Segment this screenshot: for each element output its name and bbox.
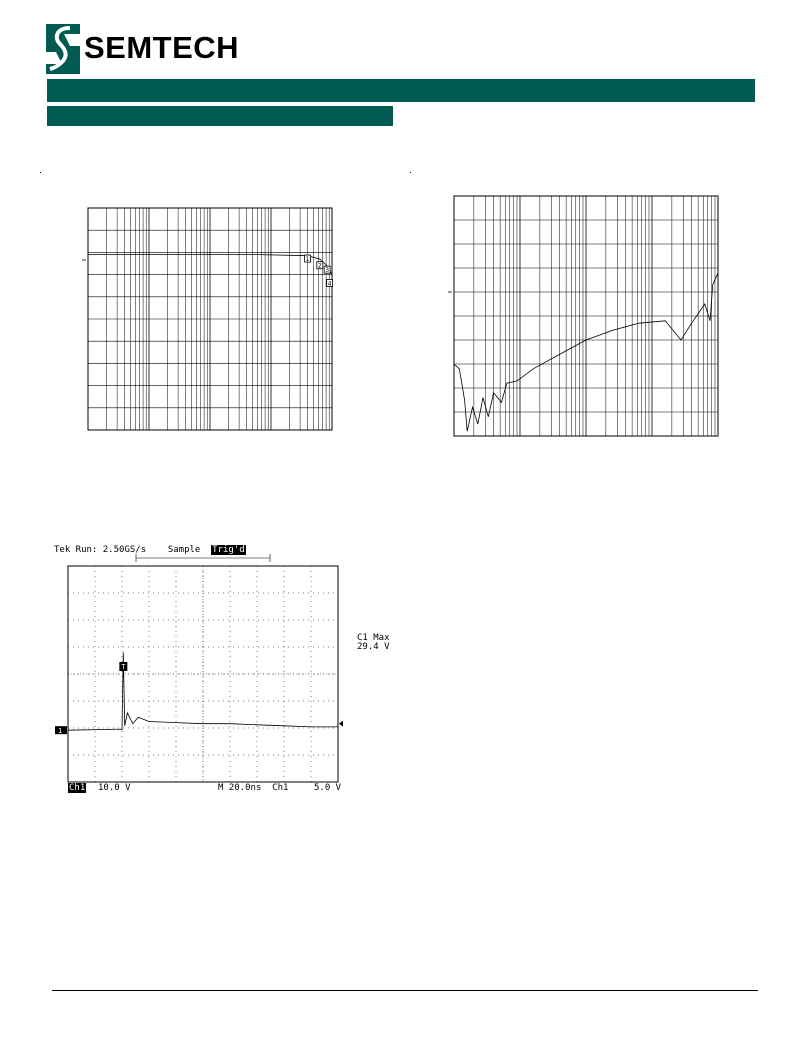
chart-top-right xyxy=(446,188,722,440)
scope-readout-label: C1 Max xyxy=(357,633,390,643)
scope-readout-value: 29.4 V xyxy=(357,642,390,652)
semtech-logo-icon xyxy=(46,24,80,74)
scope-trigger-level: 5.0 V xyxy=(314,783,342,793)
scope-ch-scale: 10.0 V xyxy=(98,783,131,793)
scope-trigger-level-arrow xyxy=(339,721,343,727)
scope-status-badge: Trig'd xyxy=(212,545,245,555)
figure-dot-left xyxy=(40,172,41,173)
section-band xyxy=(47,106,393,126)
chart-oscilloscope xyxy=(50,552,350,800)
chart1-point-label: 4 xyxy=(327,280,332,288)
footer-rule xyxy=(52,990,758,991)
scope-status-mode: Sample xyxy=(167,545,201,555)
chart1-point-label: 3 xyxy=(325,267,330,275)
scope-ch-label: Ch1 xyxy=(69,783,86,793)
scope-status-left: Tek Run: 2.50GS/s xyxy=(54,545,147,555)
scope-channel-marker-label: 1 xyxy=(58,727,63,736)
chart1-point-label: 2 xyxy=(317,262,322,270)
brand-name: SEMTECH xyxy=(84,30,240,65)
header-band xyxy=(47,79,755,102)
chart1-point-label: 1 xyxy=(305,256,310,264)
scope-trigger-marker-label: T xyxy=(121,663,126,671)
figure-dot-right xyxy=(410,172,411,173)
scope-timebase: M 20.0ns Ch1 xyxy=(218,783,289,793)
chart-top-left xyxy=(80,200,340,436)
